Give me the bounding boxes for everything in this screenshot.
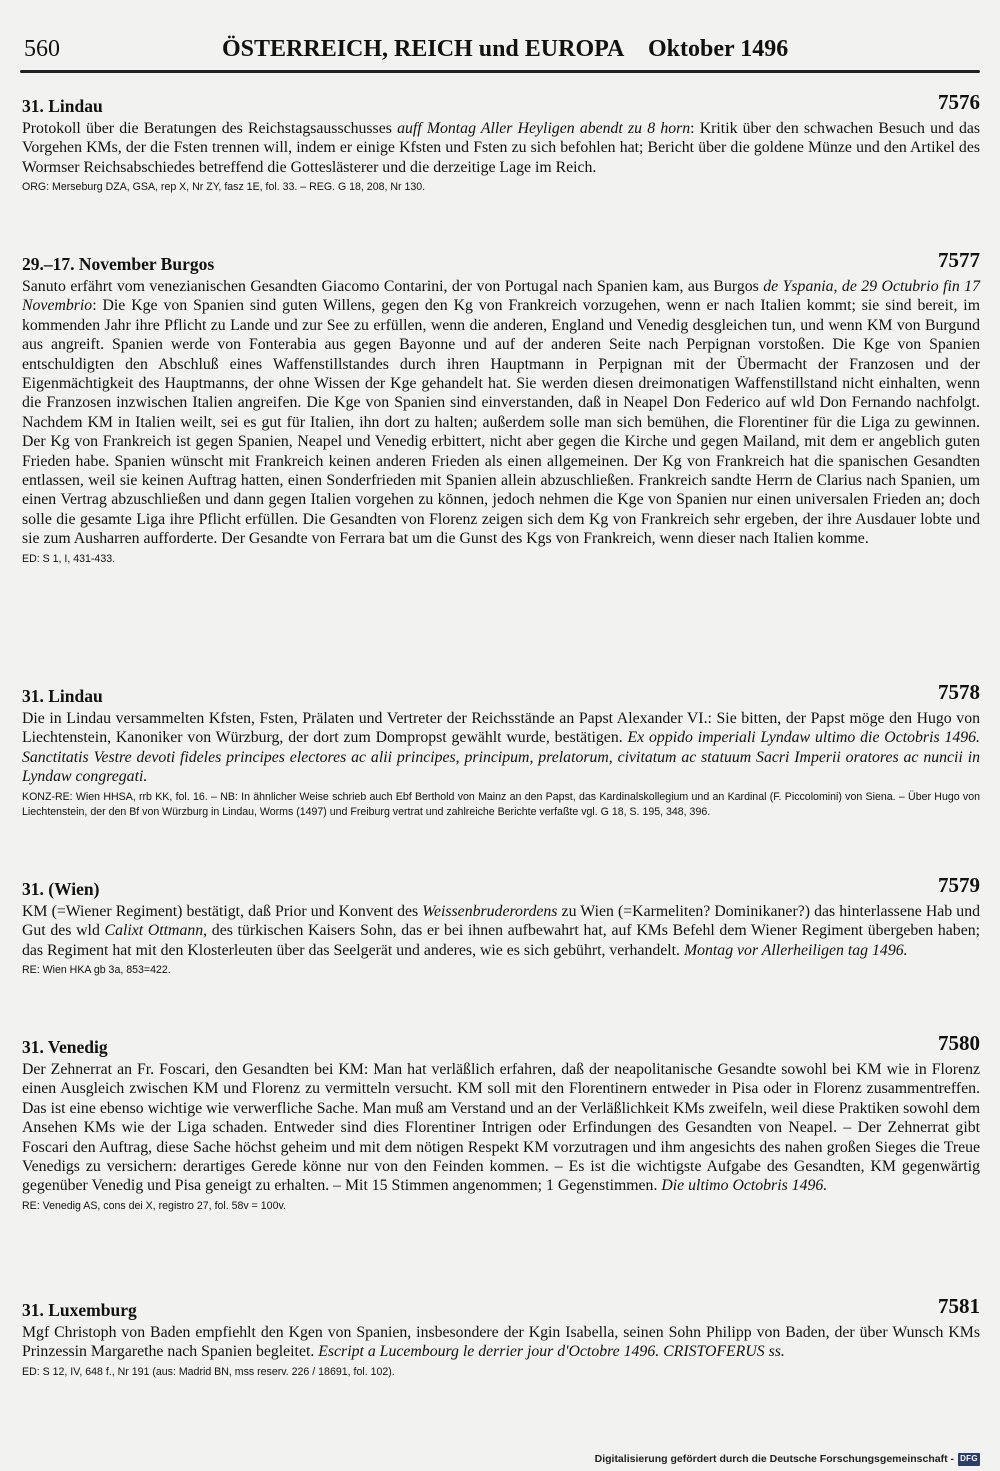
dfg-logo: DFG (958, 1453, 980, 1466)
header-rule (20, 70, 980, 73)
entry-heading (22, 90, 980, 118)
entry-place: 31. Lindau (22, 686, 103, 706)
entry-place: 31. Lindau (22, 96, 103, 116)
entry-7579 (22, 873, 981, 978)
entry-number: 7581 (938, 1294, 980, 1318)
page-number: 560 (24, 36, 60, 62)
entry-source: ED: S 1, I, 431-433. (22, 552, 116, 565)
entry-place: 31. Luxemburg (22, 1300, 137, 1320)
entry-source: RE: Wien HKA gb 3a, 853=422. (22, 964, 171, 977)
italic-quotation: Die ultimo Octobris 1496. (661, 1177, 828, 1195)
running-head (24, 32, 978, 66)
italic-quotation: auff Montag Aller Heyligen abendt zu 8 horn (397, 120, 691, 137)
body-text: , des türkischen Kaisers Sohn, das er bei ihnen aufbewahrt hat, auf KMs Befehl dem Wiener Regiment übergeben haben; das Regiment hat mit den Klosterleuten über das Seelgerät und anderes, wie es sich gebührt, verhandelt. (22, 922, 981, 959)
entry-source: KONZ-RE: Wien HHSA, rrb KK, fol. 16. – NB: In ähnlicher Weise schrieb auch Ebf Berthold von Mainz an den Papst, das Kardinalskollegium und an Kardinal (F. Piccolomini) von Siena. – Über Hugo von Liechtenstein, der den Bf von Würzburg in Lindau, Worms (1497) und Freiburg vertrat und zahlreiche Berichte verfaßte vgl. G 18, S. 195, 348, 396. (22, 790, 980, 818)
italic-quotation: Ex oppido imperiali Lyndaw ultimo die Octobris 1496. Sanctitatis Vestre devoti fideles principes electores ac alii principes, principum, prelatorum, civitatum ac statuum Sacri Imperii oratores ac nuncii in Lyndaw congregati. (22, 729, 980, 786)
entry-body (22, 709, 980, 787)
italic-quotation: Weissenbruderordens (422, 903, 558, 920)
entry-heading (22, 1031, 980, 1059)
italic-quotation: Escript a Lucembourg le derrier jour d'Octobre 1496. CRISTOFERUS ss. (318, 1343, 785, 1361)
entry-body (22, 1060, 980, 1196)
entry-source: RE: Venedig AS, cons dei X, registro 27, fol. 58v = 100v. (22, 1199, 286, 1212)
entry-source: ORG: Merseburg DZA, GSA, rep X, Nr ZY, fasz 1E, fol. 33. – REG. G 18, 208, Nr 130. (22, 181, 426, 194)
body-text: zu Wien (=Karmeliten? Dominikaner?) das hinterlassene Hab und Gut des wld (22, 903, 980, 940)
entry-place: 31. (Wien) (22, 879, 100, 899)
entry-number: 7577 (938, 248, 980, 272)
body-text: : Die Kge von Spanien sind guten Willens, gegen den Kg von Frankreich vorzugehen, wenn er nach Italien kommt; sie sind bereit, im kommenden Jahr ihre Pflicht zu Lande und zur See zu erfüllen, wenn die anderen, England und Venedig desgleichen tun, und wenn KM von Burgund aus angreift. Spanien werde von Fonterabia aus gegen Bayonne und auf der anderen Seite nach Perpignan vorstoßen. Die Kge von Spanien entschuldigten den Abschluß eines Waffenstillstandes durch ihren Hauptmann in Perpignan mit der Übermacht der Franzosen und der Eigenmächtigkeit des Hauptmanns, der ohne Wissen der Kge gehandelt hat. Sie werden diesen dreimonatigen Waffenstillstand nicht einhalten, wenn die Franzosen inzwischen Italien angreifen. Die Kge von Spanien sind einverstanden, daß in Neapel Don Federico auf wld Don Fernando nachfolgt. Nachdem KM in Italien weilt, sei es gut für Italien, ihn dort zu halten; außerdem solle man sich bemühen, die Florentiner für die Liga zu gewinnen. Der Kg von Frankreich ist gegen Spanien, Neapel und Venedig erbittert, nicht aber gegen die Kirche und gegen Mailand, mit dem er angeblich guten Frieden habe. Spanien wünscht mit Frankreich keinen anderen Frieden als einen allgemeinen. Der Kg von Frankreich hat die spanischen Gesandten entlassen, weil sie keinen Auftrag hatten, einen Sonderfrieden mit Spanien allein abzuschließen. Frankreich sandte Herrn de Clarius nach Spanien, um einen Vertrag abzuschließen und dann gegen Italien vorgehen zu können, jedoch nehmen die Kge von Spanien nur einen universalen Frieden an; doch solle die gesamte Liga ihre Pflicht erfüllen. Die Gesandten von Florenz zeigen sich dem Kg von Frankreich sehr ergeben, der ihre Ausdauer lobte und sie zum Ausharren aufforderte. Der Gesandte von Ferrara bat um die Gunst des Kgs von Frankreich, wenn dieser nach Italien komme. (22, 297, 980, 548)
entry-heading (22, 248, 980, 276)
body-text: Mgf Christoph von Baden empfiehlt den Kgen von Spanien, insbesondere der Kgin Isabella, seinen Sohn Philipp von Baden, der über Wunsch KMs Prinzessin Margarethe nach Spanien begleitet. (22, 1324, 980, 1361)
entry-place: 31. Venedig (22, 1037, 108, 1057)
entry-7580 (22, 1031, 980, 1214)
body-text: KM (=Wiener Regiment) bestätigt, daß Prior und Konvent des (22, 903, 423, 920)
entry-place: 29.–17. November Burgos (22, 254, 215, 274)
italic-quotation: de Yspania, de 29 Octubrio fin 17 Novembrio (22, 278, 980, 315)
body-text: Sanuto erfährt vom venezianischen Gesandten Giacomo Contarini, der von Portugal nach Spanien kam, aus Burgos (22, 278, 764, 295)
entry-heading (22, 873, 980, 901)
entry-number: 7578 (938, 680, 980, 704)
running-month: Oktober 1496 (648, 36, 789, 62)
entry-number: 7576 (938, 90, 980, 114)
entry-body (22, 277, 980, 549)
entry-heading (22, 680, 980, 708)
body-text: Der Zehnerrat an Fr. Foscari, den Gesandten bei KM: Man hat verläßlich erfahren, daß der neapolitanische Gesandte sowohl bei KM wie in Florenz einen Ausgleich zwischen KM und Florenz zu vermitteln versucht. KM soll mit den Florentinern entweder in Pisa oder in Florenz zusammentreffen. Das ist eine ebenso wichtige wie verwerfliche Sache. Man muß am Verstand und an der Verläßlichkeit KMs zweifeln, weil diese Praktiken sowohl dem Ansehen KMs wie der Liga schaden. Entweder sind dies Florentiner Intrigen oder Erfindungen des Gesandten von Neapel. – Der Zehnerrat gibt Foscari den Auftrag, diese Sache höchst geheim und mit dem nötigen Respekt KM vorzutragen und ihm angesichts des nahen großen Sieges die Treue Venedigs zu versichern: derartiges Gerede könne nur von den Feinden kommen. – Es ist die wichtigste Aufgabe des Gesandten, KM gegenwärtig gegenüber Venedig und Pisa geneigt zu erhalten. – Mit 15 Stimmen angenommen; 1 Gegenstimmen. (22, 1061, 980, 1195)
entry-number: 7579 (938, 873, 980, 897)
italic-quotation: Montag vor Allerheiligen tag 1496. (683, 941, 908, 959)
italic-quotation: Calixt Ottmann (104, 922, 204, 940)
entry-source: ED: S 12, IV, 648 f., Nr 191 (aus: Madrid BN, mss reserv. 226 / 18691, fol. 102). (22, 1365, 395, 1378)
body-text: Die in Lindau versammelten Kfsten, Fsten, Prälaten und Vertreter der Reichsstände an Papst Alexander VI.: Sie bitten, der Papst möge den Hugo von Liechtenstein, Kanoniker von Würzburg, der dort zum Dompropst gewählt wurde, bestätigen. (22, 710, 980, 747)
entry-7577 (22, 248, 980, 567)
entry-body (22, 902, 980, 960)
entry-heading (22, 1294, 980, 1322)
entry-number: 7580 (938, 1031, 980, 1055)
entry-body (22, 1323, 980, 1362)
body-text: Protokoll über die Beratungen des Reichstagsausschusses (22, 120, 398, 137)
entry-7581 (22, 1294, 980, 1380)
entry-7576 (22, 90, 981, 195)
digitization-footer (595, 1452, 980, 1466)
entry-body (22, 119, 980, 177)
footer-credit: Digitalisierung gefördert durch die Deutsche Forschungsgemeinschaft - (594, 1453, 954, 1465)
running-title: ÖSTERREICH, REICH und EUROPA (222, 36, 625, 62)
body-text: : Kritik über den schwachen Besuch und das Vorgehen KMs, der die Fsten trennen will, indem er einige Kfsten und Fsten zu sich befohlen hat; Bericht über die goldene Münze und den Artikel des Wormser Reichsabschiedes betreffend die Gotteslästerer und die derzeitige Lage im Reich. (22, 120, 981, 176)
entry-7578 (22, 680, 980, 820)
